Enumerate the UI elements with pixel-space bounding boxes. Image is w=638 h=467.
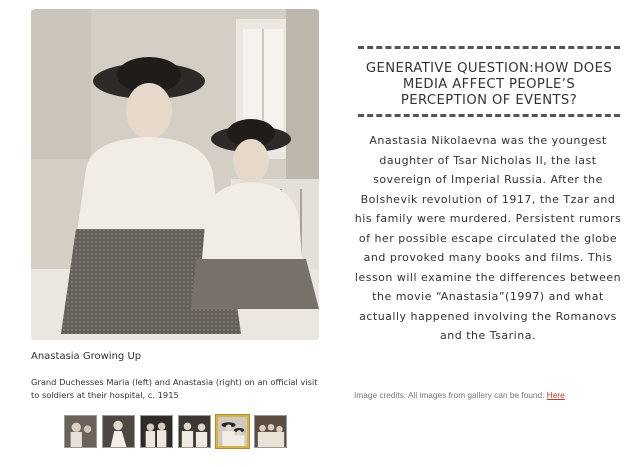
photo-thumbnail-icon bbox=[103, 416, 134, 447]
main-gallery-photo[interactable] bbox=[31, 9, 319, 340]
gallery-thumbnail-1[interactable] bbox=[64, 415, 97, 448]
article-heading: GENERATIVE QUESTION:HOW DOES MEDIA AFFECT PEOPLE’S PERCEPTION OF EVENTS? bbox=[365, 61, 613, 108]
gallery-thumbnail-4[interactable] bbox=[178, 415, 211, 448]
image-credits bbox=[354, 390, 634, 400]
photo-thumbnail-icon bbox=[255, 416, 286, 447]
sepia-photo-icon bbox=[31, 9, 319, 340]
photo-thumbnail-icon bbox=[179, 416, 210, 447]
gallery-thumbnail-5-active[interactable] bbox=[216, 415, 249, 448]
caption-title: Anastasia Growing Up bbox=[31, 351, 142, 362]
photo-thumbnail-icon bbox=[141, 416, 172, 447]
thumbnail-strip bbox=[64, 415, 287, 449]
gallery-thumbnail-3[interactable] bbox=[140, 415, 173, 448]
heading-bottom-divider bbox=[358, 114, 620, 117]
gallery-thumbnail-6[interactable] bbox=[254, 415, 287, 448]
credits-here-link[interactable]: Here bbox=[546, 390, 565, 400]
caption-description: Grand Duchesses Maria (left) and Anastasia (right) on an official visit to soldiers at their hospital, c. 1915 bbox=[31, 377, 318, 400]
photo-thumbnail-icon bbox=[65, 416, 96, 447]
gallery-thumbnail-2[interactable] bbox=[102, 415, 135, 448]
image-credits-text: Image credits: All images from gallery can be found: bbox=[354, 390, 547, 400]
photo-thumbnail-icon bbox=[218, 417, 247, 446]
heading-top-divider bbox=[358, 46, 620, 49]
article-body: Anastasia Nikolaevna was the youngest daughter of Tsar Nicholas II, the last sovereign of Imperial Russia. After the Bolshevik revolution of 1917, the Tzar and his family were murdered. Persistent rumors of her possible escape circulated the globe and provoked many books and films. This lesson will examine the differences between the movie “Anastasia”(1997) and what actually happened involving the Romanovs and the Tsarina. bbox=[354, 134, 622, 342]
